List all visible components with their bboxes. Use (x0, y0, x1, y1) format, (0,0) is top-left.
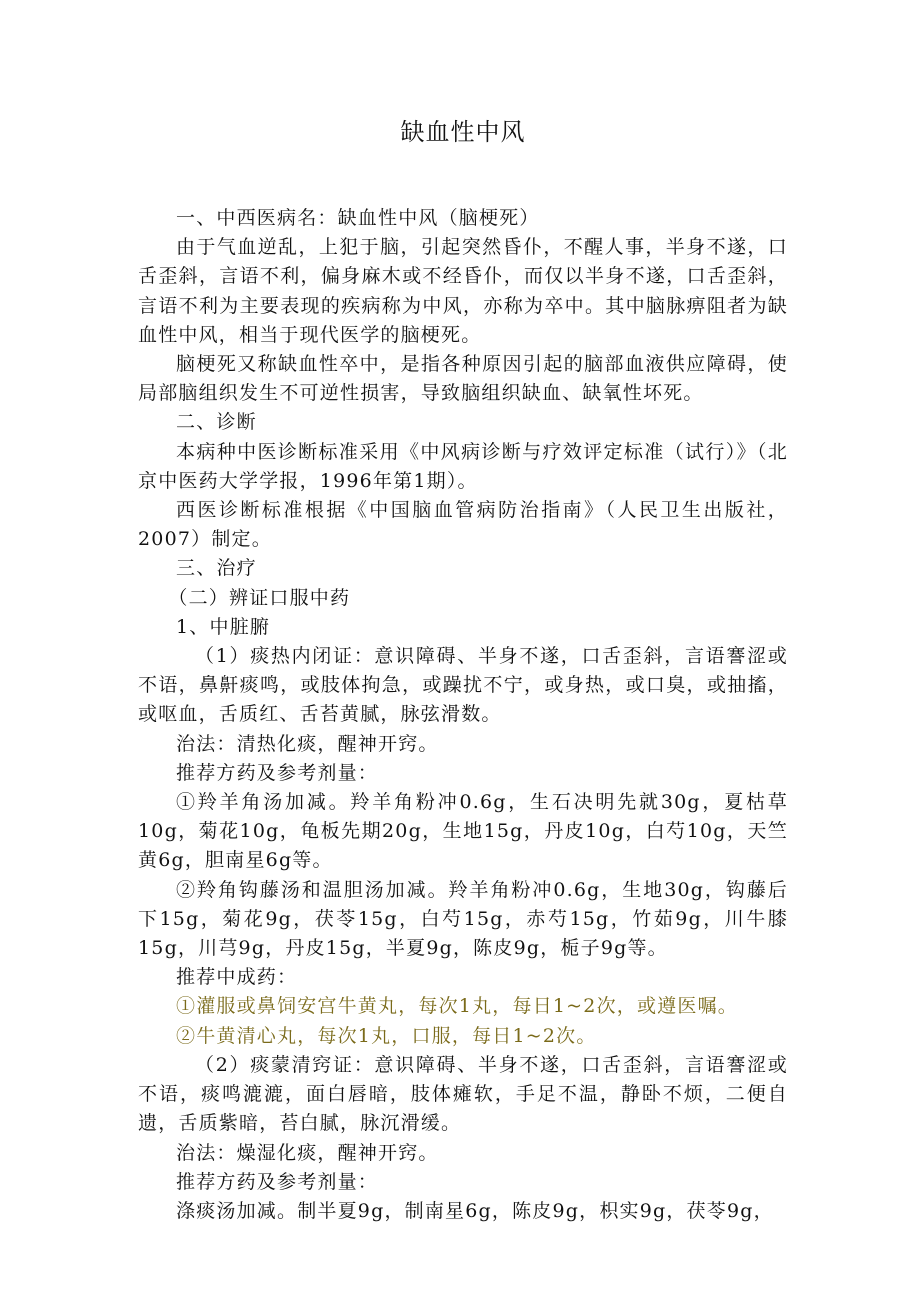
paragraph: （二）辨证口服中药 (168, 586, 351, 609)
document-body (138, 204, 788, 1226)
paragraph: 由于气血逆乱，上犯于脑，引起突然昏仆，不醒人事，半身不遂，口舌歪斜，言语不利，偏身麻木或不经昏仆，而仅以半身不遂，口舌歪斜，言语不利为主要表现的疾病称为中风，亦称为卒中。其中脑脉痹阻者为缺血性中风，相当于现代医学的脑梗死。 (138, 236, 788, 346)
paragraph: （2）痰蒙清窍证：意识障碍、半身不遂，口舌歪斜，言语謇涩或不语，痰鸣漉漉，面白唇暗，肢体瘫软，手足不温，静卧不烦，二便自遗，舌质紫暗，苔白腻，脉沉滑缓。 (138, 1053, 788, 1135)
document-title: 缺血性中风 (400, 118, 526, 146)
paragraph: 脑梗死又称缺血性卒中，是指各种原因引起的脑部血液供应障碍，使局部脑组织发生不可逆性损害，导致脑组织缺血、缺氧性坏死。 (138, 353, 788, 405)
paragraph: 1、中脏腑 (176, 615, 271, 638)
paragraph: ②羚角钩藤汤和温胆汤加减。羚羊角粉冲0.6g，生地30g，钩藤后下15g，菊花9g，茯苓15g，白芍15g，赤芍15g，竹茹9g，川牛膝15g，川芎9g，丹皮15g，半夏9g，陈皮9g，栀子9g等。 (138, 878, 788, 960)
paragraph: 治法：燥湿化痰，醒神开窍。 (176, 1141, 439, 1164)
paragraph: 三、治疗 (176, 557, 257, 580)
paragraph: 二、诊断 (176, 411, 257, 434)
paragraph: 涤痰汤加减。制半夏9g，制南星6g，陈皮9g，枳实9g，茯苓9g， (176, 1199, 774, 1222)
paragraph: 西医诊断标准根据《中国脑血管病防治指南》（人民卫生出版社，2007）制定。 (138, 499, 788, 551)
paragraph: 一、中西医病名：缺血性中风（脑梗死） (176, 207, 540, 229)
paragraph: （1）痰热内闭证：意识障碍、半身不遂，口舌歪斜，言语謇涩或不语，鼻鼾痰鸣，或肢体拘急，或躁扰不宁，或身热，或口臭，或抽搐，或呕血，舌质红、舌苔黄腻，脉弦滑数。 (138, 645, 788, 726)
paragraph: 推荐中成药： (176, 966, 298, 989)
paragraph: ①羚羊角汤加减。羚羊角粉冲0.6g，生石决明先就30g，夏枯草10g，菊花10g，龟板先期20g，生地15g，丹皮10g，白芍10g，天竺黄6g，胆南星6g等。 (138, 791, 788, 872)
paragraph: 推荐方药及参考剂量： (176, 761, 379, 784)
paragraph: ②牛黄清心丸，每次1丸，口服，每日1~2次。 (176, 1024, 597, 1047)
paragraph: 本病种中医诊断标准采用《中风病诊断与疗效评定标准（试行）》（北京中医药大学学报，1996年第1期）。 (138, 440, 788, 492)
paragraph: 治法：清热化痰，醒神开窍。 (176, 732, 439, 755)
paragraph: 推荐方药及参考剂量： (176, 1170, 379, 1193)
paragraph: ①灌服或鼻饲安宫牛黄丸，每次1丸，每日1~2次，或遵医嘱。 (176, 995, 738, 1018)
